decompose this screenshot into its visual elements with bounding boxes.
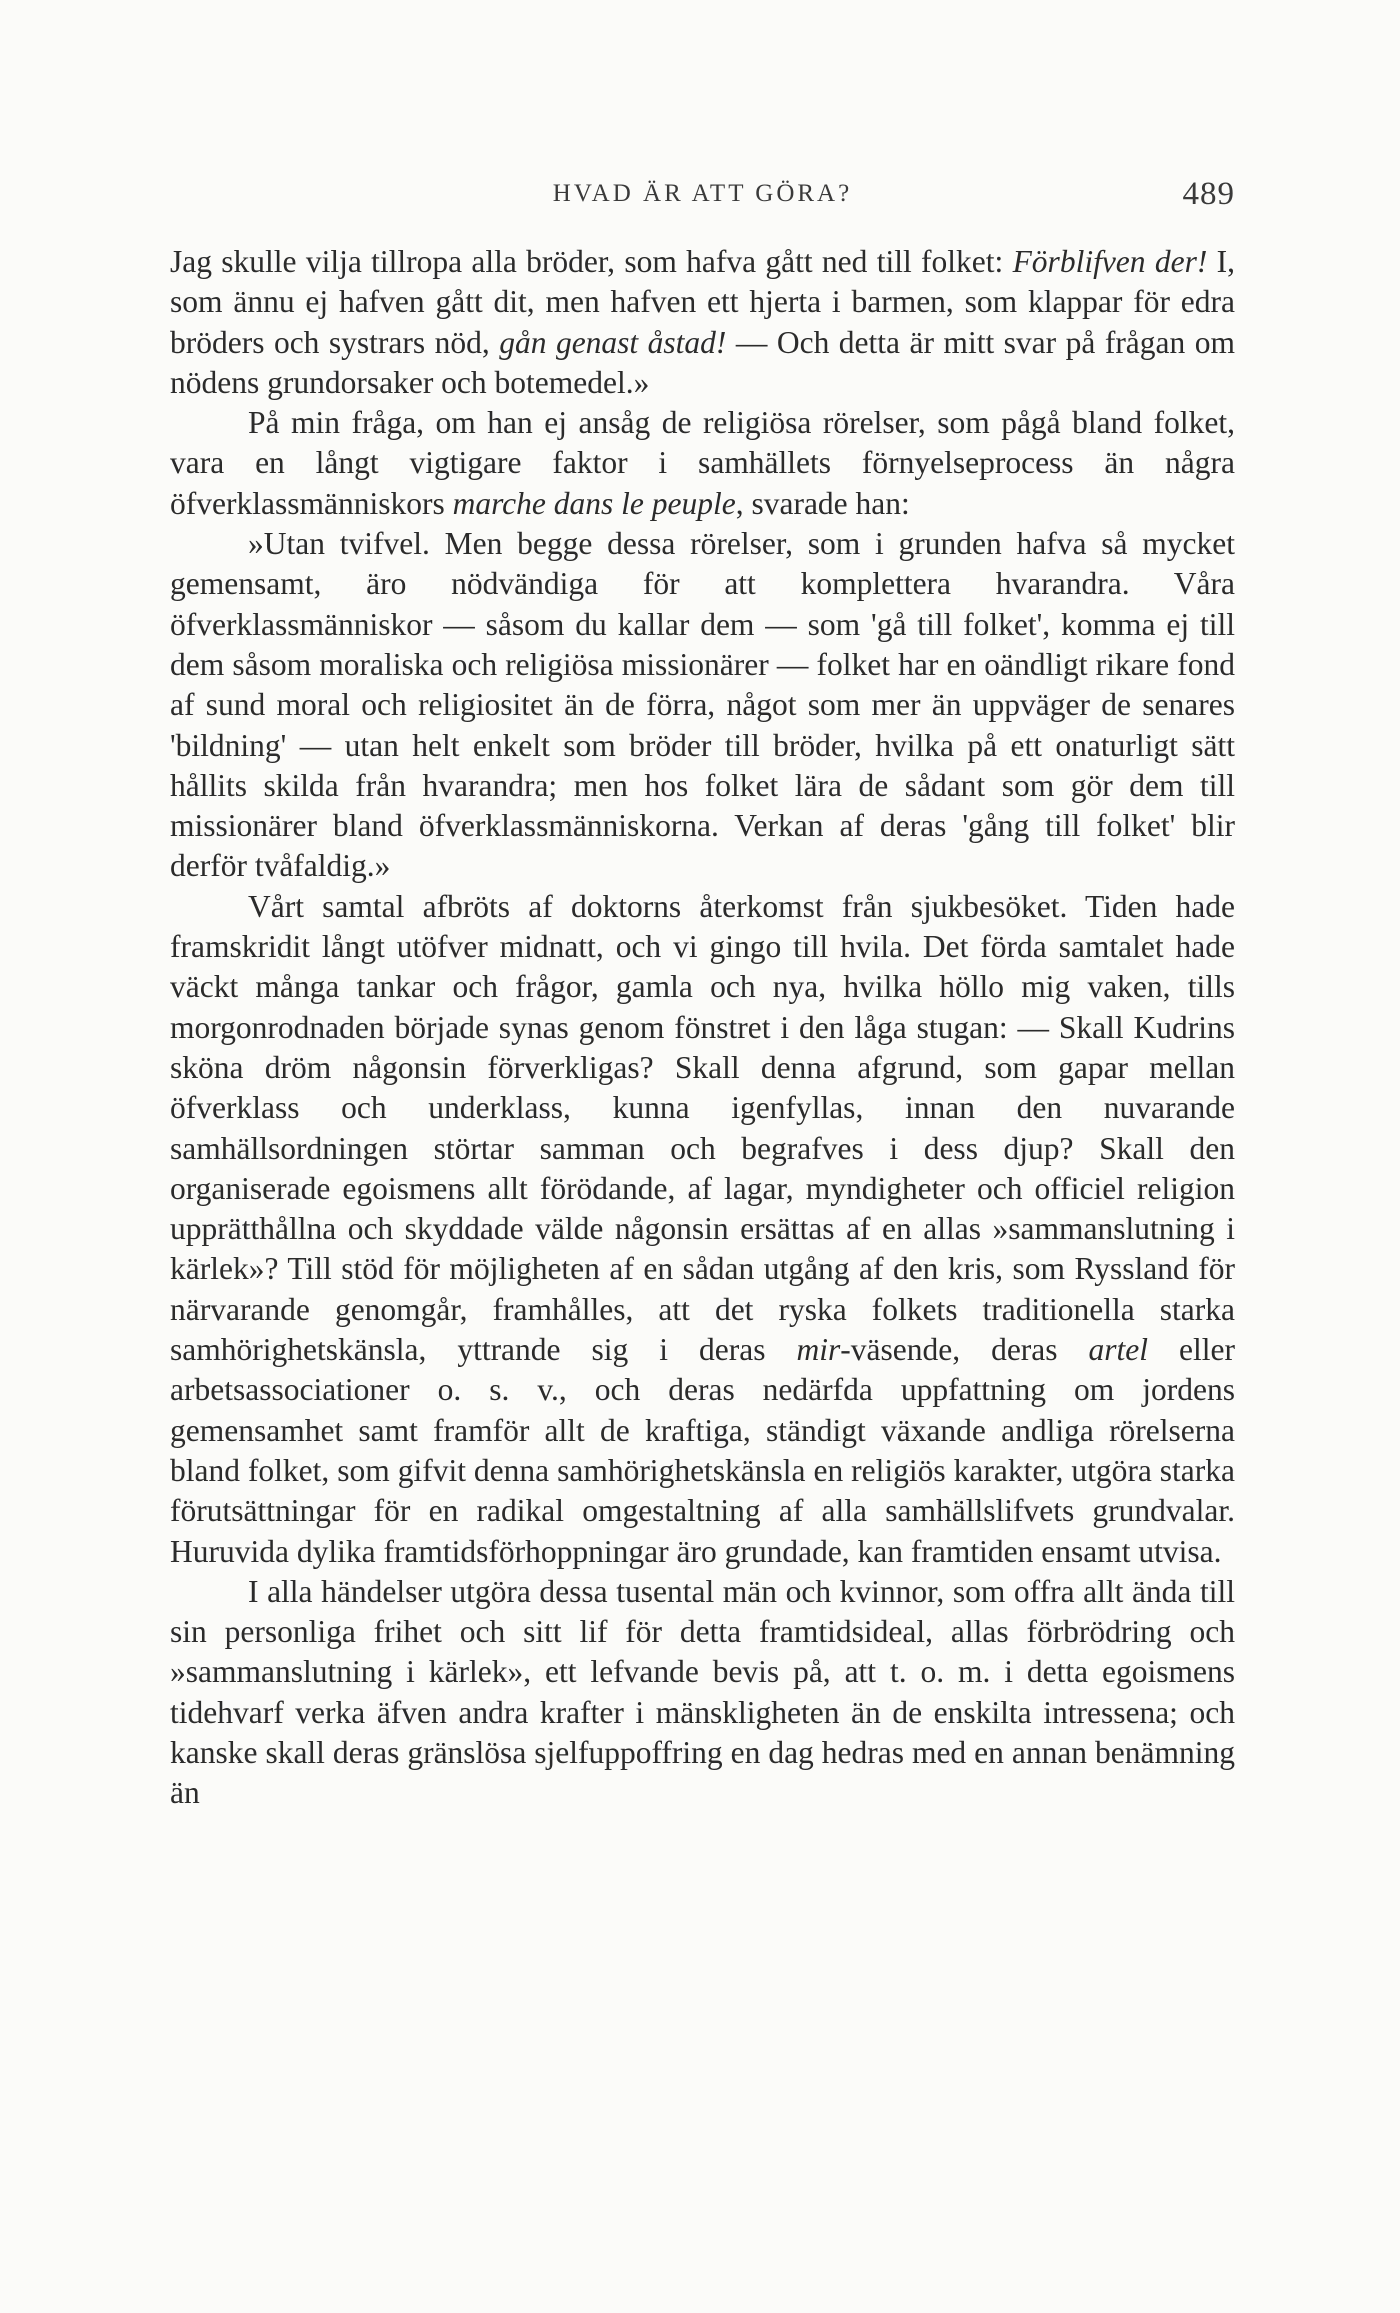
text-segment: -väsende, deras — [840, 1332, 1089, 1368]
text-segment: I alla händelser utgöra dessa tusental män och kvinnor, som offra allt ända till sin personliga frihet och sitt lif för detta framtidsideal, allas förbrödring och »sammanslutning i kärlek», ett lefvande bevis på, att t. o. m. i detta egoismens tidehvarf verka äfven andra krafter i mänskligheten än de enskilta intressena; och kanske skall deras gränslösa sjelfuppoffring en dag hedras med en annan benämning än — [170, 1573, 1235, 1811]
text-segment: — Och detta är mitt svar på frågan om nödens grundorsaker och botemedel.» — [170, 324, 1235, 400]
paragraph — [170, 887, 1235, 1572]
text-segment: Vårt samtal afbröts af doktorns återkomst från sjukbesöket. Tiden hade framskridit långt utöfver midnatt, och vi gingo till hvila. Det förda samtalet hade väckt många tankar och frågor, gamla och nya, hvilka höllo mig vaken, tills morgonrodnaden började synas genom fönstret i den låga stugan: — Skall Kudrins sköna dröm någonsin förverkligas? Skall denna afgrund, som gapar mellan öfverklass och underklass, kunna igenfyllas, innan den nuvarande samhällsordningen störtar samman och begrafves i dess djup? Skall den organiserade egoismens allt förödande, af lagar, myndigheter och officiel religion upprätthållna och skyddade välde någonsin ersättas af en allas »sammanslutning i kärlek»? Till stöd för möjligheten af en sådan utgång af den kris, som Ryssland för närvarande genomgår, framhålles, att det ryska folkets traditionella starka samhörighetskänsla, yttrande sig i deras — [170, 888, 1235, 1368]
paragraph — [170, 1572, 1235, 1814]
text-segment: eller arbetsassociationer o. s. v., och deras nedärfda uppfattning om jordens gemensamhet samt framför allt de kraftiga, ständigt växande andliga rörelserna bland folket, som gifvit denna samhörighetskänsla en religiös karakter, utgöra starka förutsättningar för en radikal omgestaltning af alla samhällslifvets grundvalar. Huruvida dylika framtidsförhoppningar äro grundade, kan framtiden ensamt utvisa. — [170, 1332, 1235, 1569]
italic-text-segment: mir — [796, 1332, 841, 1368]
text-segment: »Utan tvifvel. Men begge dessa rörelser, som i grunden hafva så mycket gemensamt, äro nödvändiga för att komplettera hvarandra. Våra öfverklassmänniskor — såsom du kallar dem — som 'gå till folket', komma ej till dem såsom moraliska och religiösa missionärer — folket har en oändligt rikare fond af sund moral och religiositet än de förra, något som mer än uppväger de senares 'bildning' — utan helt enkelt som bröder till bröder, hvilka på ett onaturligt sätt hållits skilda från hvarandra; men hos folket lära de sådant som gör dem till missionärer bland öfverklassmänniskorna. Verkan af deras 'gång till folket' blir derför tvåfaldig.» — [170, 526, 1235, 884]
paragraph — [170, 524, 1235, 887]
body-text — [170, 242, 1235, 1814]
text-segment: På min fråga, om han ej ansåg de religiösa rörelser, som pågå bland folket, vara en långt vigtigare faktor i samhällets förnyelseprocess än några öfverklassmänniskors — [170, 405, 1235, 521]
paragraph — [170, 242, 1235, 403]
italic-text-segment: marche dans le peuple — [452, 485, 736, 521]
italic-text-segment: Förblifven der! — [1012, 244, 1208, 279]
paragraph — [170, 403, 1235, 524]
running-title: HVAD ÄR ATT GÖRA? — [552, 180, 853, 207]
text-segment: Jag skulle vilja tillropa alla bröder, som hafva gått ned till folket: — [170, 244, 1013, 279]
italic-text-segment: artel — [1088, 1332, 1149, 1368]
page-header — [170, 176, 1235, 220]
italic-text-segment: gån genast åstad! — [499, 324, 727, 360]
text-segment: I, som ännu ej hafven gått dit, men hafven ett hjerta i barmen, som klappar för edra bröders och systrars nöd, — [170, 244, 1235, 360]
text-segment: , svarade han: — [735, 485, 910, 521]
page-number: 489 — [1182, 176, 1235, 212]
